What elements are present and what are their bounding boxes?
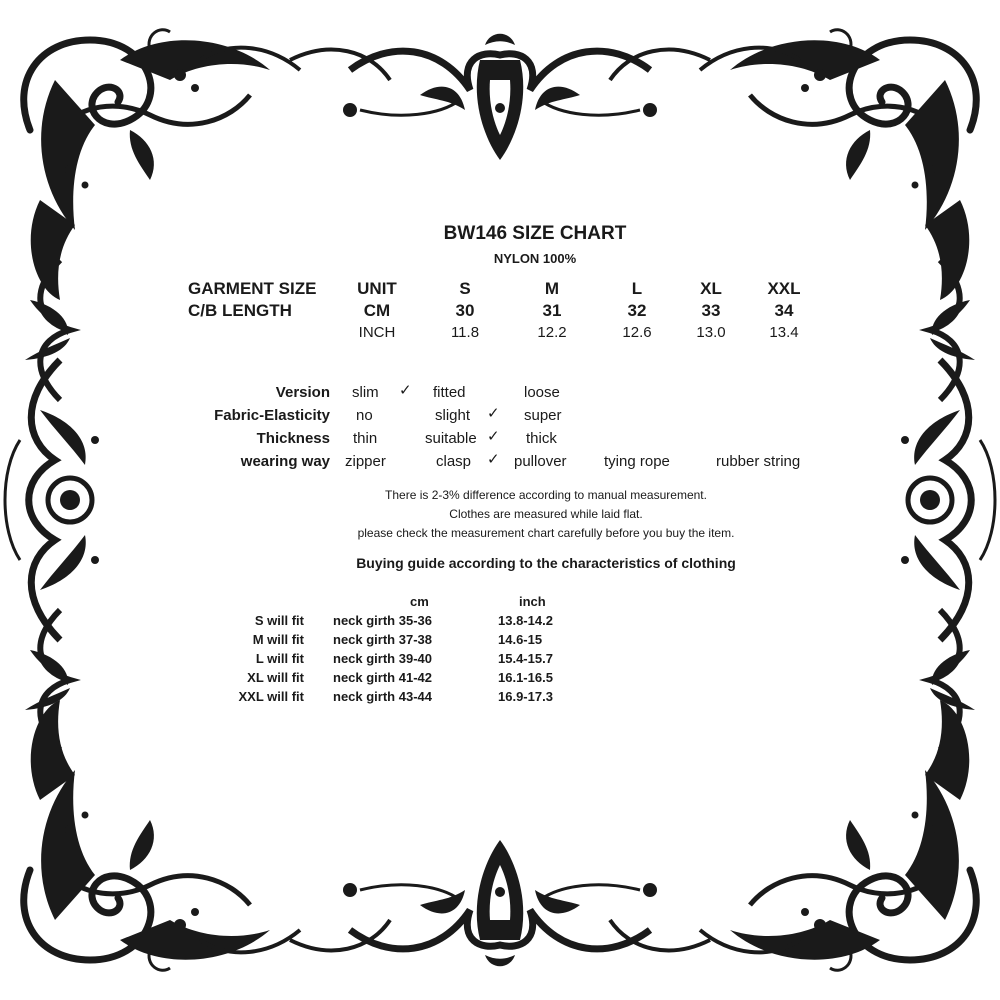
attr-option: slight: [435, 407, 471, 424]
guide-size: XL will fit: [247, 670, 304, 685]
attr-label-version: Version: [275, 384, 330, 401]
guide-inch-range: 15.4-15.7: [498, 651, 553, 666]
inch-value-m: 12.2: [537, 324, 567, 341]
cm-value-xl: 33: [701, 301, 721, 320]
guide-inch-range: 16.9-17.3: [498, 689, 553, 704]
guide-cm-range: neck girth 43-44: [333, 689, 432, 704]
check-mark-icon: ✓: [487, 428, 500, 445]
header-size-l: L: [631, 279, 643, 298]
note-line: Clothes are measured while laid flat.: [449, 507, 643, 521]
guide-size: L will fit: [255, 651, 304, 666]
material-label: NYLON 100%: [493, 251, 577, 266]
attr-option: pullover: [514, 453, 567, 470]
check-mark-icon: ✓: [487, 405, 500, 422]
check-mark-icon: ✓: [487, 451, 500, 468]
chart-title: BW146 SIZE CHART: [443, 223, 627, 244]
attr-option: clasp: [436, 453, 472, 470]
guide-size: S will fit: [254, 613, 304, 628]
attr-label-thickness: Thickness: [256, 430, 330, 447]
header-size-xl: XL: [700, 279, 722, 298]
note-line: please check the measurement chart carefully before you buy the item.: [357, 526, 735, 540]
attr-option: fitted: [433, 384, 466, 401]
attr-option: suitable: [425, 430, 477, 447]
attr-option: rubber string: [716, 453, 801, 470]
attr-option: tying rope: [604, 453, 670, 470]
guide-col-cm: cm: [410, 594, 429, 609]
header-size-s: S: [459, 279, 471, 298]
guide-cm-range: neck girth 41-42: [333, 670, 432, 685]
attr-option: super: [524, 407, 562, 424]
inch-value-xxl: 13.4: [769, 324, 799, 341]
header-size-m: M: [544, 279, 560, 298]
inch-value-s: 11.8: [450, 324, 480, 341]
unit-cm: CM: [363, 301, 391, 320]
inch-value-xl: 13.0: [696, 324, 726, 341]
cm-value-xxl: 34: [774, 301, 794, 320]
attr-option: no: [356, 407, 373, 424]
unit-inch: INCH: [358, 324, 396, 341]
guide-col-inch: inch: [519, 594, 546, 609]
guide-inch-range: 13.8-14.2: [498, 613, 553, 628]
row-label-cb-length: C/B LENGTH: [188, 301, 292, 320]
cm-value-l: 32: [627, 301, 647, 320]
cm-value-m: 31: [542, 301, 562, 320]
guide-cm-range: neck girth 39-40: [333, 651, 432, 666]
header-unit: UNIT: [357, 279, 397, 298]
attr-option: slim: [352, 384, 379, 401]
guide-size: XXL will fit: [238, 689, 304, 704]
attr-label-fabric-elasticity: Fabric-Elasticity: [214, 407, 330, 424]
cm-value-s: 30: [455, 301, 475, 320]
buying-guide-title: Buying guide according to the characteristics of clothing: [356, 555, 736, 571]
guide-cm-range: neck girth 37-38: [333, 632, 432, 647]
attr-option: thin: [353, 430, 378, 447]
guide-inch-range: 14.6-15: [498, 632, 543, 647]
attr-option: thick: [526, 430, 557, 447]
guide-size: M will fit: [252, 632, 304, 647]
note-line: There is 2-3% difference according to manual measurement.: [385, 488, 707, 502]
header-garment-size: GARMENT SIZE: [188, 279, 317, 298]
header-size-xxl: XXL: [767, 279, 801, 298]
guide-inch-range: 16.1-16.5: [498, 670, 553, 685]
guide-cm-range: neck girth 35-36: [333, 613, 432, 628]
attr-label-wearing-way: wearing way: [240, 453, 330, 470]
attr-option: loose: [524, 384, 560, 401]
attr-option: zipper: [345, 453, 386, 470]
inch-value-l: 12.6: [622, 324, 652, 341]
check-mark-icon: ✓: [399, 382, 412, 399]
